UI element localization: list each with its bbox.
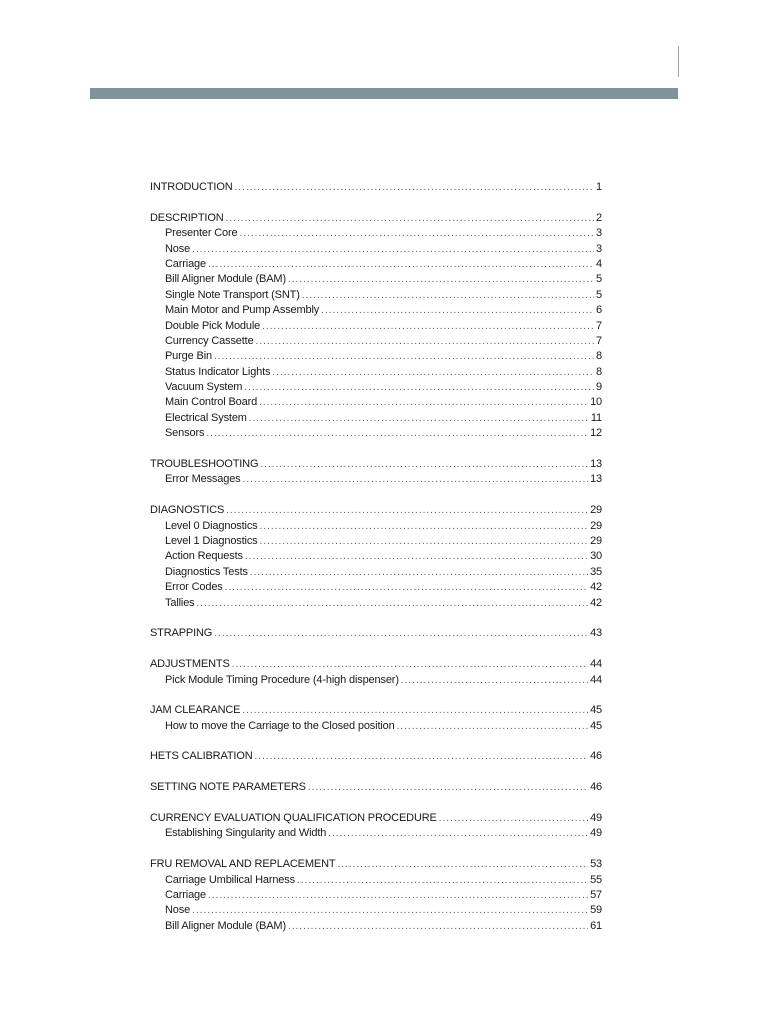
toc-dot-leader [260,534,589,549]
toc-page-number: 3 [596,242,602,255]
header-band [90,88,678,99]
toc-dot-leader [249,411,589,426]
toc-subsection-entry[interactable] [150,903,602,918]
toc-entry-title: TROUBLESHOOTING [150,458,259,471]
toc-entry-title: Carriage [165,888,206,901]
toc-entry-title: Bill Aligner Module (BAM) [165,919,286,932]
toc-page-number: 5 [596,273,602,286]
toc-page-number: 6 [596,304,602,317]
toc-page-number: 7 [596,334,602,347]
toc-entry-title: Status Indicator Lights [165,365,271,378]
toc-entry-title: Main Motor and Pump Assembly [165,304,320,317]
toc-entry-title: Establishing Singularity and Width [165,827,327,840]
toc-dot-leader [192,903,588,918]
toc-dot-leader [337,857,588,872]
toc-section-entry[interactable] [150,180,602,195]
toc-entry-title: Purge Bin [165,350,212,363]
toc-dot-leader [244,380,594,395]
toc-dot-leader [245,549,588,564]
toc-subsection-entry[interactable] [150,472,602,487]
toc-subsection-entry[interactable] [150,534,602,549]
toc-dot-leader [232,657,588,672]
toc-entry-title: ADJUSTMENTS [150,658,230,671]
toc-entry-title: STRAPPING [150,627,213,640]
toc-section-entry[interactable] [150,657,602,672]
toc-page-number: 45 [590,719,602,732]
toc-entry-title: Error Codes [165,581,223,594]
toc-page-number: 2 [596,211,602,224]
toc-entry-title: Sensors [165,427,205,440]
toc-section-entry[interactable] [150,749,602,764]
toc-section-entry[interactable] [150,503,602,518]
toc-section-entry[interactable] [150,211,602,226]
toc-subsection-entry[interactable] [150,380,602,395]
toc-subsection-entry[interactable] [150,242,602,257]
toc-entry-title: DESCRIPTION [150,211,224,224]
toc-entry-title: Nose [165,242,191,255]
toc-dot-leader [255,749,589,764]
toc-dot-leader [243,472,589,487]
toc-subsection-entry[interactable] [150,719,602,734]
toc-section-entry[interactable] [150,780,602,795]
toc-entry-title: Vacuum System [165,381,243,394]
toc-dot-leader [308,780,588,795]
toc-page-number: 45 [590,704,602,717]
toc-subsection-entry[interactable] [150,272,602,287]
toc-section-entry[interactable] [150,811,602,826]
toc-entry-title: Currency Cassette [165,334,254,347]
toc-dot-leader [439,811,588,826]
toc-page-number: 53 [590,858,602,871]
toc-entry-title: Nose [165,904,191,917]
toc-entry-title: DIAGNOSTICS [150,504,225,517]
toc-page-number: 13 [590,458,602,471]
toc-dot-leader [302,288,594,303]
toc-page-number: 10 [590,396,602,409]
toc-page-number: 35 [590,565,602,578]
toc-entry-title: FRU REMOVAL AND REPLACEMENT [150,858,336,871]
toc-dot-leader [225,580,588,595]
toc-page-number: 29 [590,534,602,547]
toc-subsection-entry[interactable] [150,519,602,534]
toc-subsection-entry[interactable] [150,303,602,318]
toc-entry-title: CURRENCY EVALUATION QUALIFICATION PROCEDURE [150,812,437,825]
toc-entry-title: Carriage Umbilical Harness [165,873,295,886]
toc-entry-title: How to move the Carriage to the Closed position [165,719,395,732]
toc-entry-title: INTRODUCTION [150,181,233,193]
toc-subsection-entry[interactable] [150,288,602,303]
toc-subsection-entry[interactable] [150,411,602,426]
toc-page-number: 4 [596,257,602,270]
toc-page-number: 9 [596,381,602,394]
toc-page-number: 12 [590,427,602,440]
toc-page-number: 1 [596,181,602,193]
toc-subsection-entry[interactable] [150,919,602,934]
toc-page-number: 44 [590,658,602,671]
toc-page-number: 8 [596,350,602,363]
toc-page-number: 13 [590,473,602,486]
toc-dot-leader [256,334,594,349]
toc-dot-leader [262,319,594,334]
toc-entry-title: Action Requests [165,550,243,563]
toc-entry-title: Carriage [165,257,206,270]
toc-entry-title: Double Pick Module [165,319,261,332]
corner-rule [678,46,679,77]
table-of-contents [150,180,602,934]
toc-dot-leader [288,272,594,287]
toc-subsection-entry[interactable] [150,226,602,241]
toc-page-number: 42 [590,581,602,594]
toc-dot-leader [259,395,588,410]
toc-entry-title: Diagnostics Tests [165,565,248,578]
toc-dot-leader [397,719,588,734]
toc-entry-title: Single Note Transport (SNT) [165,288,300,301]
toc-subsection-entry[interactable] [150,565,602,580]
toc-subsection-entry[interactable] [150,257,602,272]
toc-page-number: 59 [590,904,602,917]
toc-page-number: 61 [590,919,602,932]
toc-dot-leader [226,503,588,518]
toc-page-number: 46 [590,781,602,794]
toc-entry-title: Presenter Core [165,227,238,240]
toc-section-entry[interactable] [150,703,602,718]
toc-page-number: 7 [596,319,602,332]
toc-dot-leader [250,565,588,580]
toc-dot-leader [214,349,594,364]
toc-subsection-entry[interactable] [150,395,602,410]
toc-subsection-entry[interactable] [150,426,602,441]
toc-entry-title: Level 0 Diagnostics [165,519,258,532]
toc-subsection-entry[interactable] [150,888,602,903]
toc-entry-title: Error Messages [165,473,241,486]
toc-section-entry[interactable] [150,626,602,641]
toc-dot-leader [321,303,594,318]
toc-entry-title: Electrical System [165,411,247,424]
toc-subsection-entry[interactable] [150,826,602,841]
toc-page-number: 46 [590,750,602,763]
toc-page-number: 29 [590,519,602,532]
toc-entry-title: JAM CLEARANCE [150,704,241,717]
toc-subsection-entry[interactable] [150,580,602,595]
toc-page-number: 42 [590,596,602,609]
toc-page-number: 49 [590,812,602,825]
toc-subsection-entry[interactable] [150,596,602,611]
toc-entry-title: Level 1 Diagnostics [165,534,258,547]
toc-subsection-entry[interactable] [150,673,602,688]
toc-dot-leader [260,519,589,534]
toc-entry-title: HETS CALIBRATION [150,750,253,763]
toc-dot-leader [226,211,595,226]
toc-page-number: 49 [590,827,602,840]
toc-dot-leader [401,673,588,688]
toc-entry-title: Pick Module Timing Procedure (4-high dispenser) [165,673,399,686]
toc-entry-title: Main Control Board [165,396,258,409]
toc-subsection-entry[interactable] [150,873,602,888]
toc-page-number: 29 [590,504,602,517]
toc-page-number: 43 [590,627,602,640]
toc-page-number: 3 [596,227,602,240]
toc-dot-leader [260,457,588,472]
toc-entry-title: Tallies [165,596,195,609]
toc-page-number: 57 [590,888,602,901]
toc-dot-leader [288,919,588,934]
toc-dot-leader [328,826,588,841]
toc-dot-leader [197,596,589,611]
toc-dot-leader [297,873,588,888]
toc-dot-leader [208,888,588,903]
toc-dot-leader [240,226,595,241]
toc-page-number: 30 [590,550,602,563]
toc-dot-leader [272,365,594,380]
toc-section-entry[interactable] [150,857,602,872]
toc-dot-leader [235,180,595,195]
toc-entry-title: SETTING NOTE PARAMETERS [150,781,306,794]
toc-dot-leader [242,703,588,718]
toc-page-number: 55 [590,873,602,886]
toc-page-number: 44 [590,673,602,686]
toc-entry-title: Bill Aligner Module (BAM) [165,273,286,286]
toc-section-entry[interactable] [150,457,602,472]
toc-subsection-entry[interactable] [150,334,602,349]
toc-subsection-entry[interactable] [150,365,602,380]
toc-dot-leader [192,242,594,257]
toc-dot-leader [206,426,588,441]
toc-subsection-entry[interactable] [150,349,602,364]
toc-subsection-entry[interactable] [150,319,602,334]
toc-subsection-entry[interactable] [150,549,602,564]
toc-page-number: 5 [596,288,602,301]
toc-page-number: 8 [596,365,602,378]
toc-dot-leader [214,626,588,641]
toc-page-number: 11 [590,411,602,424]
toc-dot-leader [208,257,594,272]
